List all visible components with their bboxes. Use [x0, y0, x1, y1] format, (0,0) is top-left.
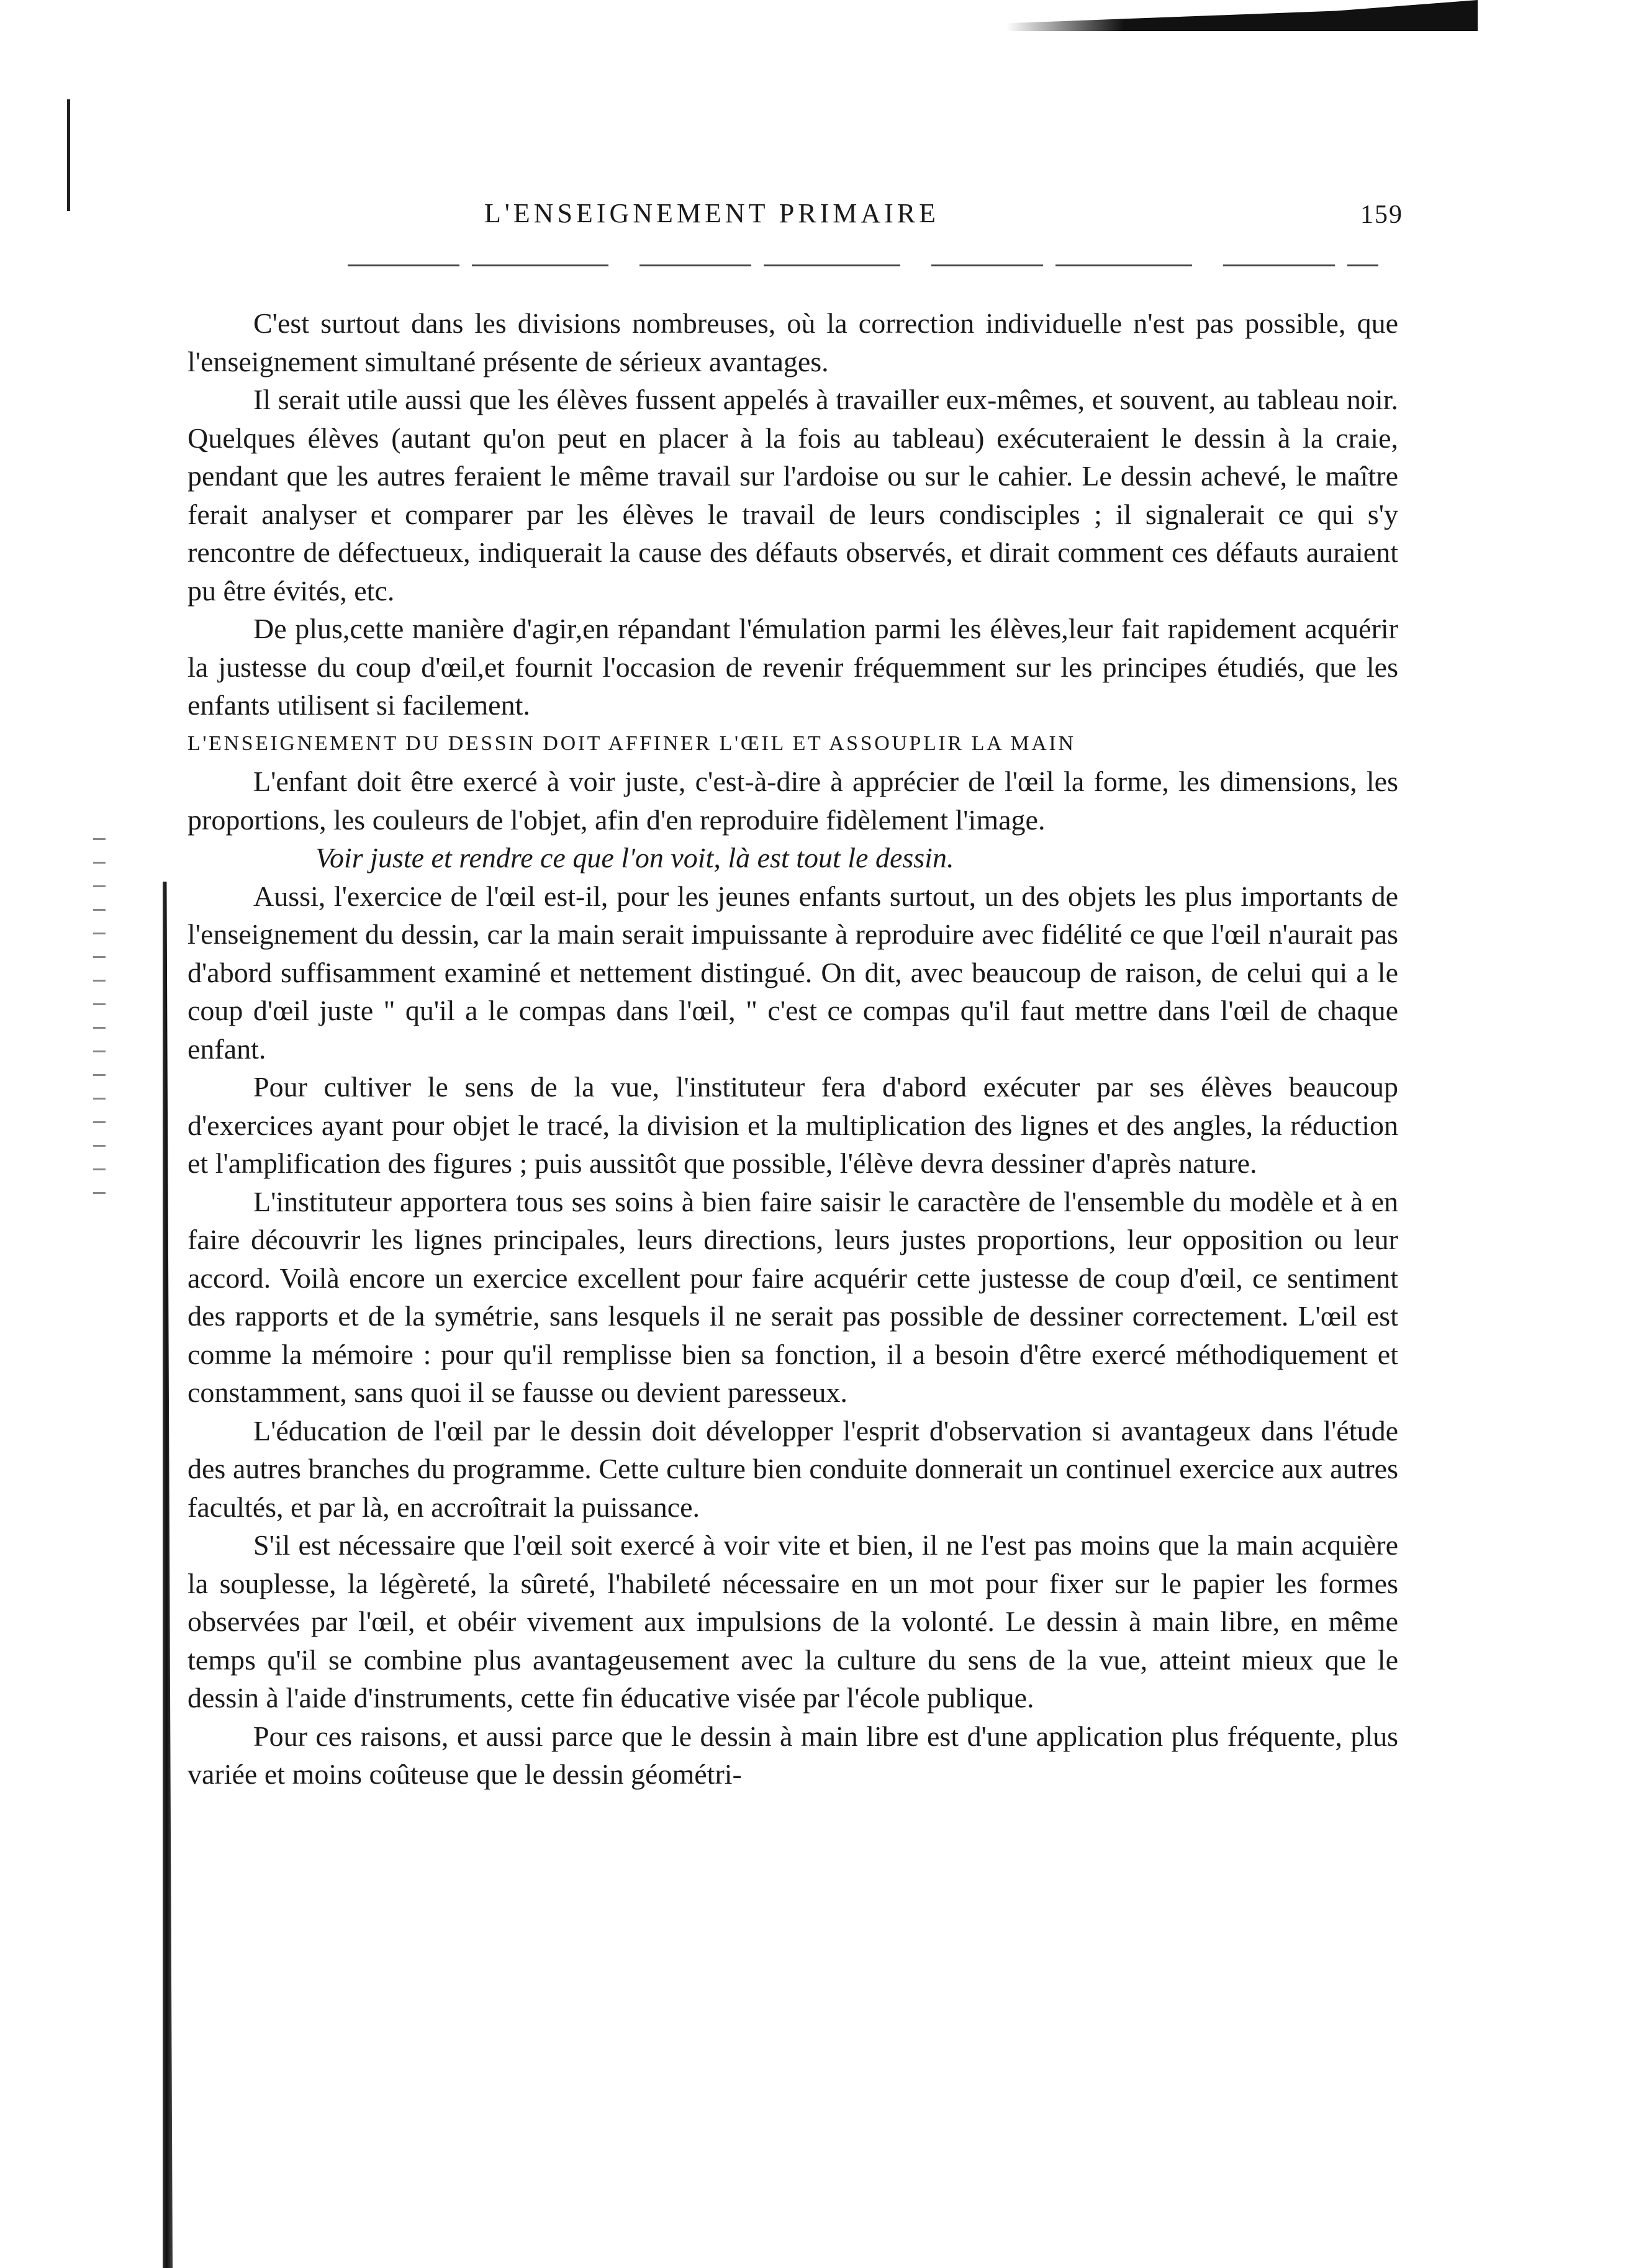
scan-artifact-bar — [1006, 0, 1478, 31]
page-text — [188, 304, 1398, 1794]
paragraph: L'enfant doit être exercé à voir juste, c'est-à-dire à apprécier de l'œil la forme, les dimensions, les proportions, les couleurs de l'objet, afin d'en reproduire fidèlement l'image. — [188, 766, 1398, 836]
motto: Voir juste et rendre ce que l'on voit, là est tout le dessin. — [315, 842, 954, 874]
paragraph: De plus,cette manière d'agir,en répandant l'émulation parmi les élèves,leur fait rapidement acquérir la justesse du coup d'œil,et fournit l'occasion de revenir fréquemment sur les principes étudiés, que les enfants utilisent si facilement. — [188, 613, 1398, 721]
section-heading: L'ENSEIGNEMENT DU DESSIN DOIT AFFINER L'ŒIL ET ASSOUPLIR LA MAIN — [188, 731, 1076, 755]
running-title: L'ENSEIGNEMENT PRIMAIRE — [484, 198, 939, 228]
paragraph: L'éducation de l'œil par le dessin doit développer l'esprit d'observation si avantageux dans l'étude des autres branches du programme. Cette culture bien conduite donnerait un continuel exercice aux autres facultés, et par là, en accroîtrait la puissance. — [188, 1414, 1398, 1523]
paragraph: S'il est nécessaire que l'œil soit exercé à voir vite et bien, il ne l'est pas moins que la main acquière la souplesse, la légèreté, la sûreté, l'habileté nécessaire en un mot pour fixer sur le papier les formes observées par l'œil, et obéir vivement aux impulsions de la volonté. Le dessin à main libre, en même temps qu'il se combine plus avantageusement avec la culture du sens de la vue, atteint mieux que le dessin à l'aide d'instruments, cette fin éducative visée par l'école publique. — [188, 1529, 1398, 1714]
header-rule — [348, 264, 1378, 266]
page-number: 159 — [1360, 201, 1403, 229]
scan-artifact-binding-edge — [163, 882, 173, 2268]
paragraph: Pour cultiver le sens de la vue, l'instituteur fera d'abord exécuter par ses élèves beaucoup d'exercices ayant pour objet le tracé, la division et la multiplication des lignes et des angles, la réduction et l'amplification des figures ; puis aussitôt que possible, l'élève devra dessiner d'après nature. — [188, 1071, 1398, 1179]
paragraph: Il serait utile aussi que les élèves fussent appelés à travailler eux-mêmes, et souvent, au tableau noir. Quelques élèves (autant qu'on peut en placer à la fois au tableau) exécuteraient le dessin à la craie, pendant que les autres feraient le même travail sur l'ardoise ou sur le cahier. Le dessin achevé, le maître ferait analyser et comparer par les élèves le travail de leurs condisciples ; il signalerait ce qui s'y rencontre de défectueux, indiquerait la cause des défauts observés, et dirait comment ces défauts auraient pu être évités, etc. — [188, 384, 1398, 607]
paragraph: L'instituteur apportera tous ses soins à bien faire saisir le caractère de l'ensemble du modèle et à en faire découvrir les lignes principales, leurs directions, leurs justes proportions, leur opposition ou leur accord. Voilà encore un exercice excellent pour faire acquérir cette justesse de coup d'œil, ce sentiment des rapports et de la symétrie, sans lesquels il ne serait pas possible de dessiner correctement. L'œil est comme la mémoire : pour qu'il remplisse bien sa fonction, il a besoin d'être exercé méthodiquement et constamment, sans quoi il se fausse ou devient paresseux. — [188, 1185, 1398, 1408]
running-head — [186, 197, 1403, 241]
scan-artifact-line — [67, 99, 70, 211]
paragraph: C'est surtout dans les divisions nombreuses, où la correction individuelle n'est pas possible, que l'enseignement simultané présente de sérieux avantages. — [188, 307, 1398, 377]
scan-artifact-specks — [93, 838, 106, 1211]
paragraph: Aussi, l'exercice de l'œil est-il, pour les jeunes enfants surtout, un des objets les plus importants de l'enseignement du dessin, car la main serait impuissante à reproduire avec fidélité ce que l'œil n'aurait pas d'abord suffisamment examiné et nettement distingué. On dit, avec beaucoup de raison, de celui qui a le coup d'œil juste " qu'il a le compas dans l'œil, " c'est ce compas qu'il faut mettre dans l'œil de chaque enfant. — [188, 880, 1398, 1065]
paragraph: Pour ces raisons, et aussi parce que le dessin à main libre est d'une application plus fréquente, plus variée et moins coûteuse que le dessin géométri- — [188, 1720, 1398, 1790]
